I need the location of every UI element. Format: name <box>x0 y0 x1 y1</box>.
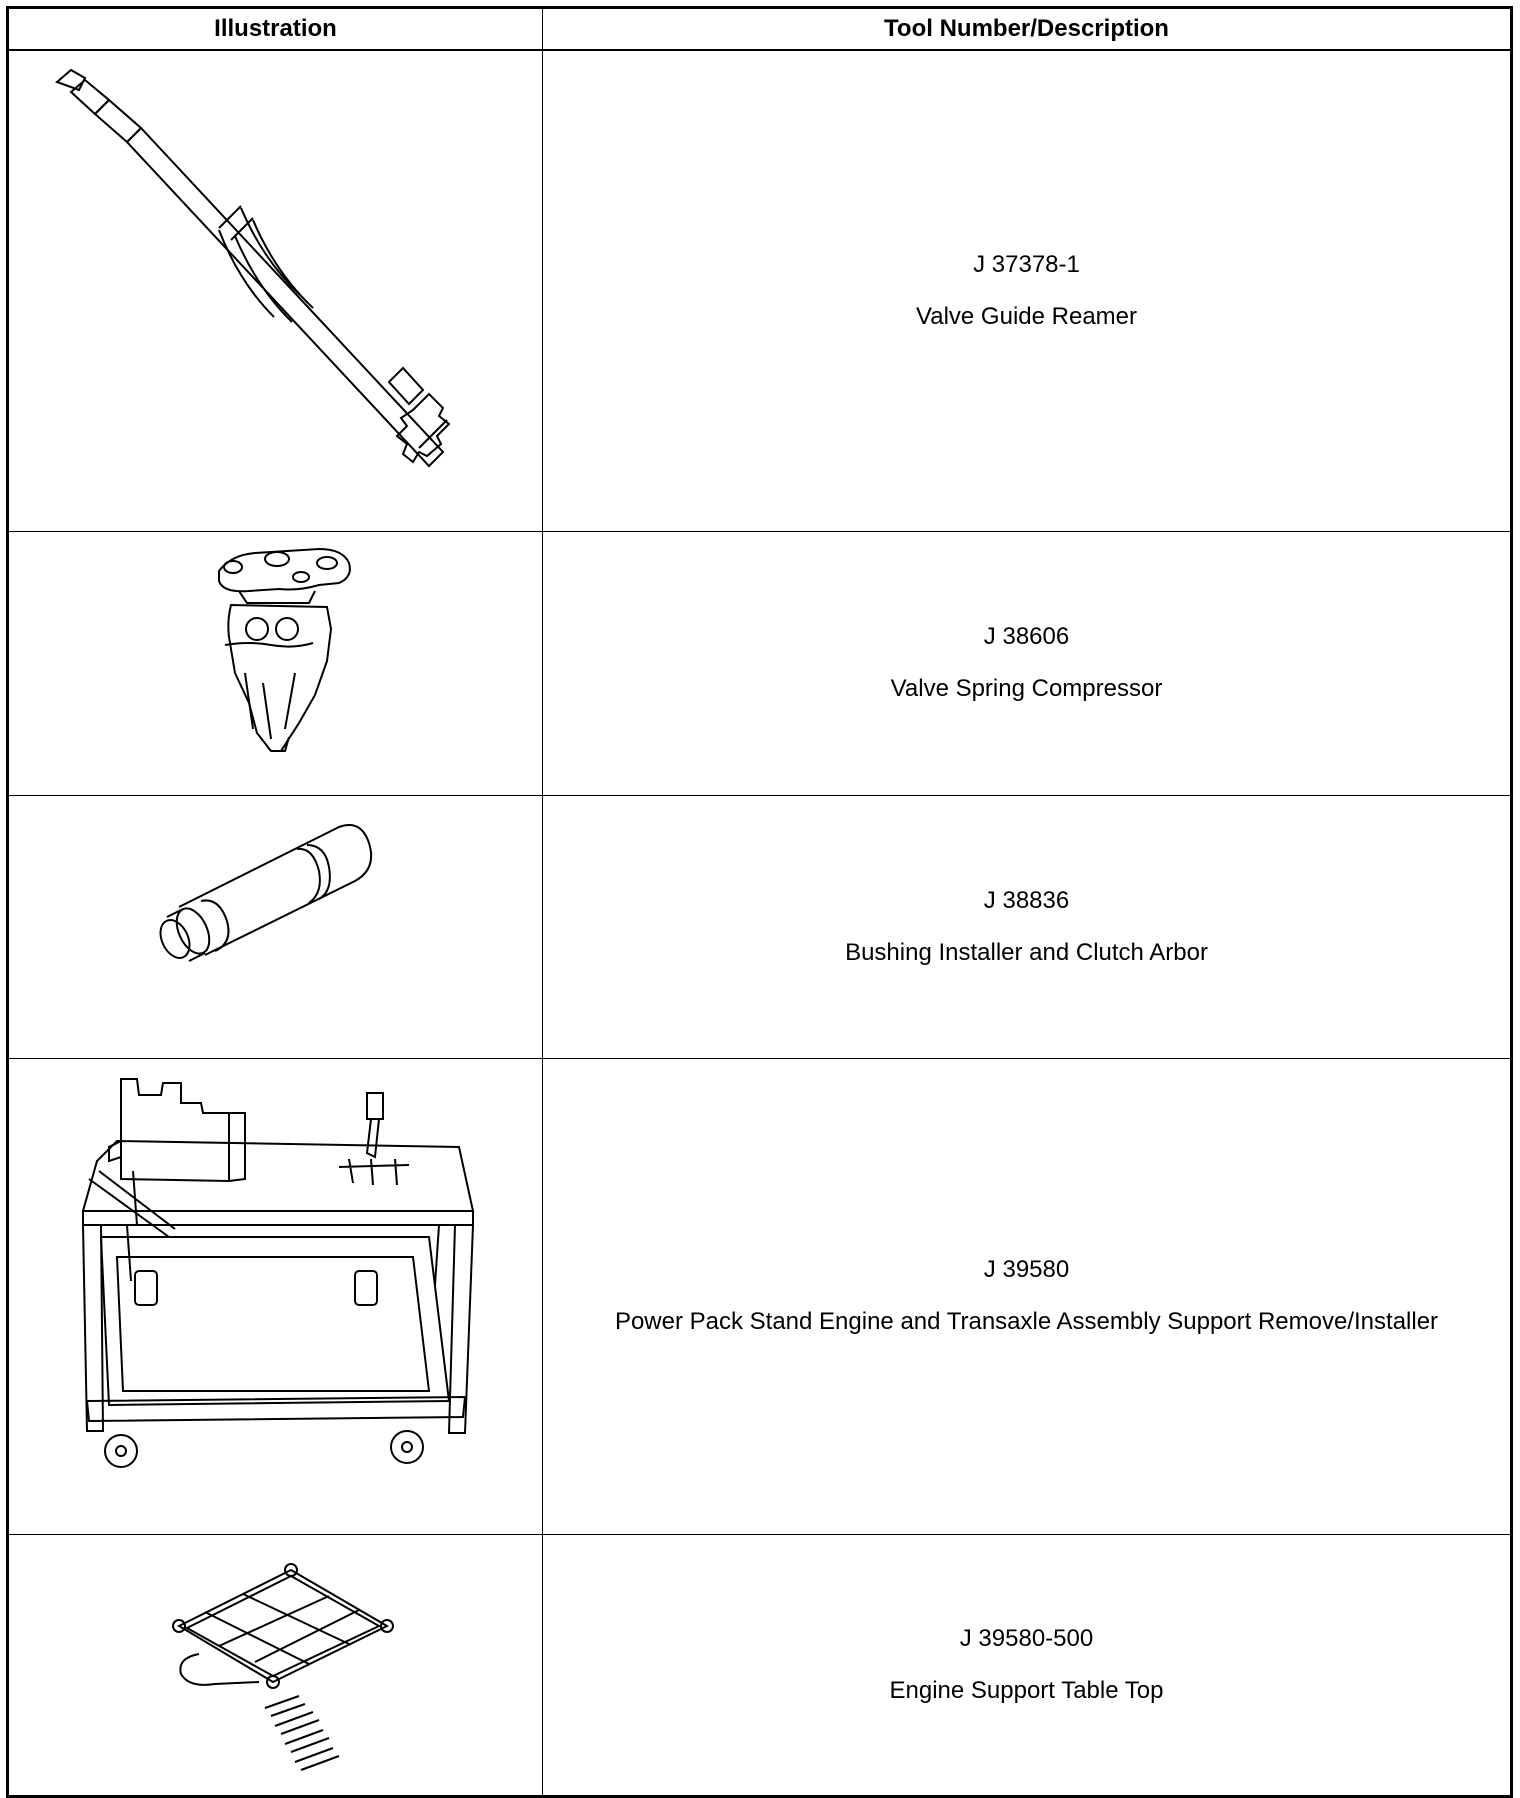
power-pack-stand-icon <box>9 1061 544 1531</box>
tool-number: J 39580 <box>983 1256 1070 1283</box>
tools-table <box>6 6 1513 1798</box>
description-cell <box>543 1534 1512 1796</box>
table-header-row <box>8 8 1512 51</box>
table-row <box>8 795 1512 1058</box>
tool-number: J 38836 <box>983 886 1070 914</box>
description-cell <box>543 531 1512 795</box>
illustration-cell <box>8 50 543 531</box>
table-row <box>8 531 1512 795</box>
tool-description: Valve Guide Reamer <box>916 302 1137 330</box>
description-cell <box>543 50 1512 531</box>
tool-description: Bushing Installer and Clutch Arbor <box>845 938 1208 966</box>
header-tool-description: Tool Number/Description <box>543 8 1512 51</box>
tool-number: J 38606 <box>983 623 1070 650</box>
illustration-cell <box>8 795 543 1058</box>
table-row <box>8 50 1512 531</box>
tool-description: Power Pack Stand Engine and Transaxle Assembly Support Remove/Installer <box>614 1308 1439 1335</box>
illustration-cell <box>8 1534 543 1796</box>
tool-number: J 39580-500 <box>959 1624 1094 1652</box>
description-cell <box>543 795 1512 1058</box>
valve-guide-reamer-icon <box>9 52 544 530</box>
table-row <box>8 1534 1512 1796</box>
tool-description: Valve Spring Compressor <box>890 675 1163 702</box>
header-illustration: Illustration <box>8 8 543 51</box>
valve-spring-compressor-icon <box>9 533 544 793</box>
illustration-cell <box>8 1058 543 1534</box>
tool-number: J 37378-1 <box>973 250 1080 278</box>
engine-support-table-top-icon <box>9 1536 544 1794</box>
illustration-cell <box>8 531 543 795</box>
tool-description: Engine Support Table Top <box>889 1676 1164 1704</box>
description-cell <box>543 1058 1512 1534</box>
bushing-installer-icon <box>9 797 544 1057</box>
table-row <box>8 1058 1512 1534</box>
